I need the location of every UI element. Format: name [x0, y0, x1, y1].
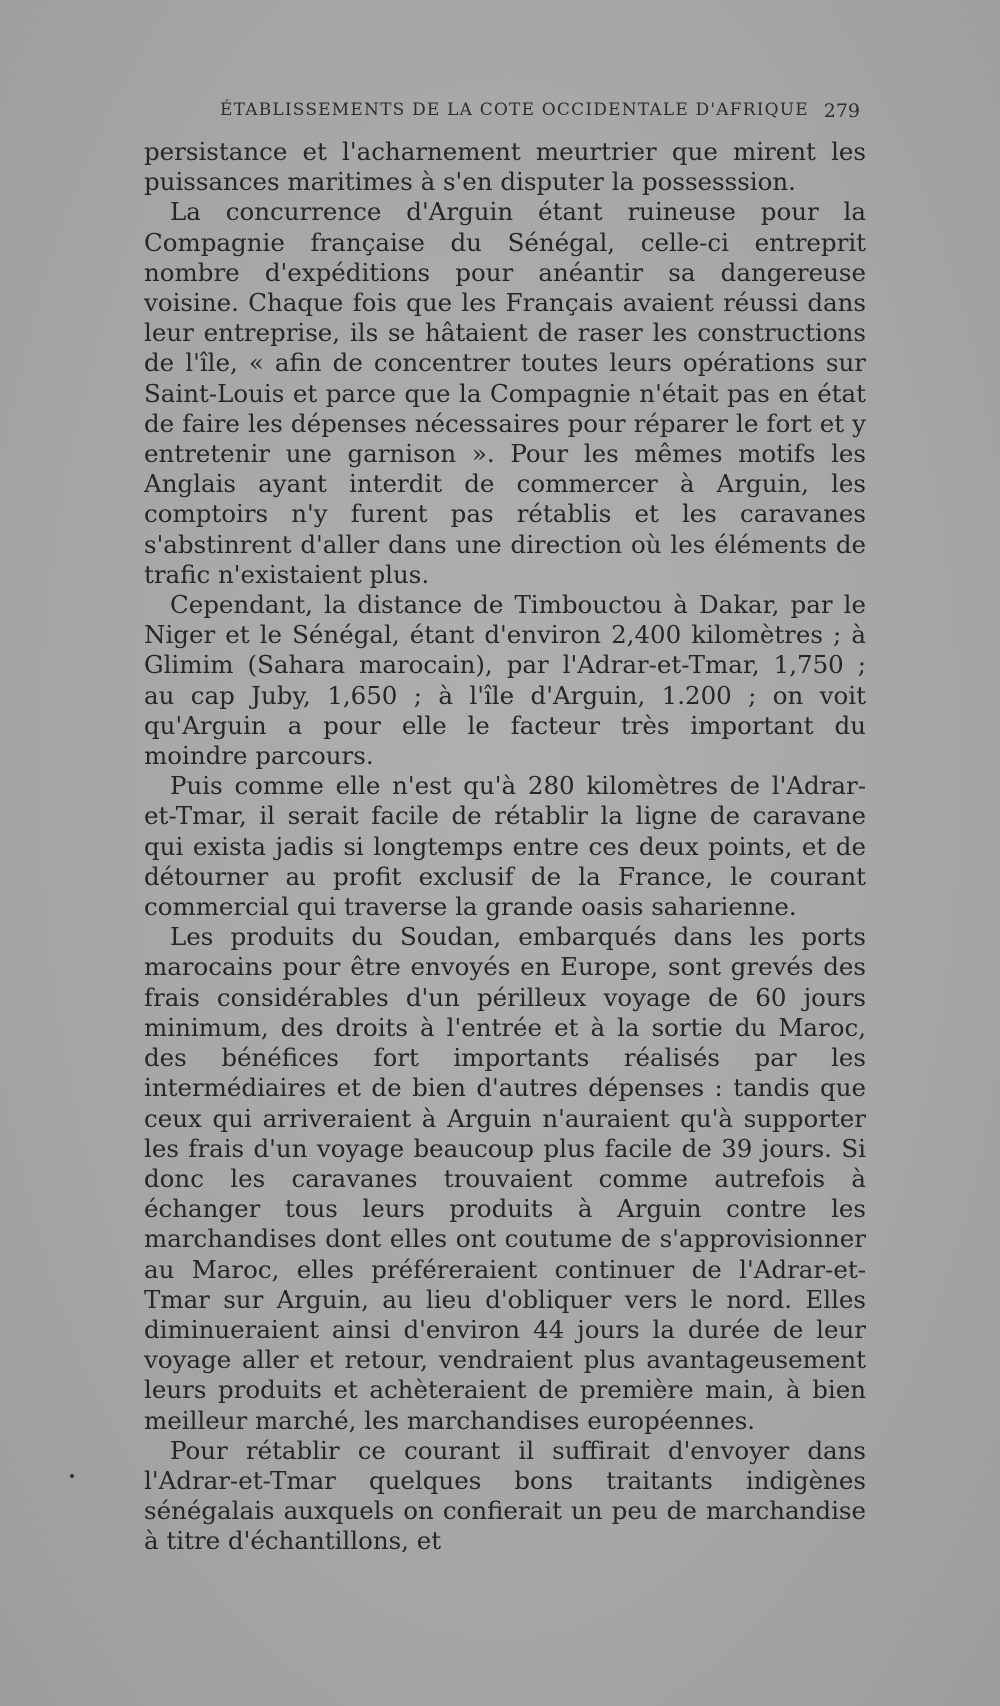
page-number: 279	[823, 100, 860, 122]
paragraph-1: persistance et l'acharnement meurtrier que mirent les puissances maritimes à s'en disputer la possesssion.	[144, 137, 866, 197]
paragraph-4: Puis comme elle n'est qu'à 280 kilomètres de l'Adrar-et-Tmar, il serait facile de rétablir la ligne de caravane qui exista jadis si longtemps entre ces deux points, et de détourner au profit exclusif de la France, le courant commercial qui traverse la grande oasis saharienne.	[144, 771, 866, 922]
ink-speck	[70, 1474, 74, 1478]
paragraph-6: Pour rétablir ce courant il suffirait d'envoyer dans l'Adrar-et-Tmar quelques bons traitants indigènes sénégalais auxquels on confierait un peu de marchandise à titre d'échantillons, et	[144, 1435, 866, 1556]
running-head: ÉTABLISSEMENTS DE LA COTE OCCIDENTALE D'AFRIQUE	[220, 100, 809, 120]
paragraph-2: La concurrence d'Arguin étant ruineuse pour la Compagnie française du Sénégal, celle-ci entreprit nombre d'expéditions pour anéantir sa dangereuse voisine. Chaque fois que les Français avaient réussi dans leur entreprise, ils se hâtaient de raser les constructions de l'île, « afin de concentrer toutes leurs opérations sur Saint-Louis et parce que la Compagnie n'était pas en état de faire les dépenses nécessaires pour réparer le fort et y entretenir une garnison ». Pour les mêmes motifs les Anglais ayant interdit de commercer à Arguin, les comptoirs n'y furent pas rétablis et les caravanes s'abstinrent d'aller dans une direction où les éléments de trafic n'existaient plus.	[144, 197, 866, 589]
page-header	[145, 100, 860, 130]
paragraph-5: Les produits du Soudan, embarqués dans les ports marocains pour être envoyés en Europe, sont grevés des frais considérables d'un périlleux voyage de 60 jours minimum, des droits à l'entrée et à la sortie du Maroc, des bénéfices fort importants réalisés par les intermédiaires et de bien d'autres dépenses : tandis que ceux qui arriveraient à Arguin n'auraient qu'à supporter les frais d'un voyage beaucoup plus facile de 39 jours. Si donc les caravanes trouvaient comme autrefois à échanger tous leurs produits à Arguin contre les marchandises dont elles ont coutume de s'approvisionner au Maroc, elles préféreraient continuer de l'Adrar-et-Tmar sur Arguin, au lieu d'obliquer vers le nord. Elles diminueraient ainsi d'environ 44 jours la durée de leur voyage aller et retour, vendraient plus avantageusement leurs produits et achèteraient de première main, à bien meilleur marché, les marchandises européennes.	[144, 922, 866, 1435]
body-text	[144, 137, 866, 1557]
paragraph-3: Cependant, la distance de Timbouctou à Dakar, par le Niger et le Sénégal, étant d'environ 2,400 kilomètres ; à Glimim (Sahara marocain), par l'Adrar-et-Tmar, 1,750 ; au cap Juby, 1,650 ; à l'île d'Arguin, 1.200 ; on voit qu'Arguin a pour elle le facteur très important du moindre parcours.	[144, 590, 866, 771]
